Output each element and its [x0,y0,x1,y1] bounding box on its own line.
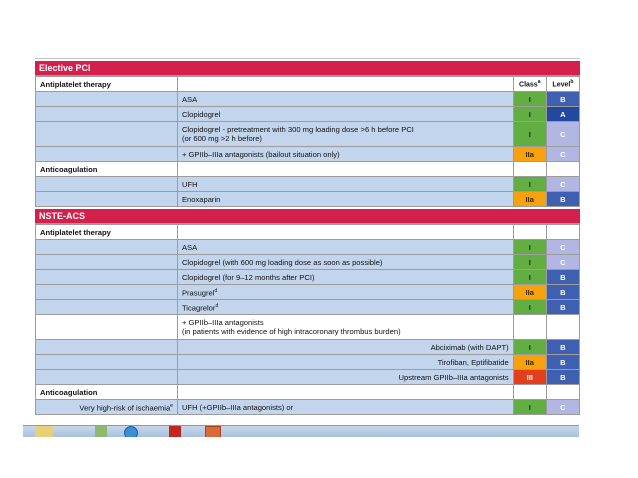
gp-antagonists-note: + GPIIb–IIIa antagonists (in patients with evidence of high intracoronary thrombus burden) [177,315,513,340]
level-badge: B [546,270,579,285]
class-badge: I [513,340,546,355]
folder-icon[interactable] [35,426,53,437]
drug-name: Ticagrelor$^d$ [177,300,513,315]
level-badge: B [546,340,579,355]
level-badge: C [546,400,579,415]
class-badge: IIa [513,355,546,370]
drug-name: Abciximab (with DAPT) [177,340,513,355]
level-badge: A [546,107,579,122]
class-badge: I [513,107,546,122]
nste-acs-table [35,224,580,415]
class-badge: I [513,300,546,315]
top-rule [35,45,580,59]
level-badge: C [546,240,579,255]
table-row [36,107,580,122]
drug-name: Clopidogrel (for 9–12 months after PCI) [177,270,513,285]
table-row [36,285,580,300]
class-badge: IIa [513,147,546,162]
table-row [36,315,580,340]
table-row [36,270,580,285]
table-row [36,240,580,255]
table-row [36,355,580,370]
class-badge: I [513,270,546,285]
subsection-row [36,225,580,240]
class-badge: IIa [513,192,546,207]
section-header-nste-acs: NSTE-ACS [35,209,580,224]
table-row [36,370,580,385]
class-badge: IIa [513,285,546,300]
subsection-row [36,162,580,177]
level-badge: C [546,177,579,192]
drug-name: ASA [177,240,513,255]
drug-name: Clopidogrel (with 600 mg loading dose as soon as possible) [177,255,513,270]
table-row [36,300,580,315]
pdf-icon[interactable] [169,426,181,437]
drug-name: Enoxaparin [177,192,513,207]
table-row [36,147,580,162]
table-row [36,92,580,107]
level-badge: C [546,147,579,162]
level-badge: B [546,285,579,300]
drug-name: Upstream GPIIb–IIIa antagonists [177,370,513,385]
level-column-header: Level$^b$ [546,77,579,92]
table-row [36,192,580,207]
class-badge: I [513,255,546,270]
table-row [36,177,580,192]
class-badge: III [513,370,546,385]
class-badge: I [513,177,546,192]
table-row [36,340,580,355]
risk-label: Very high-risk of ischaemia$^e$ [36,400,178,415]
class-badge: I [513,92,546,107]
subsection-row [36,385,580,400]
drug-name: UFH [177,177,513,192]
browser-icon[interactable] [121,426,139,437]
anticoagulation-label: Anticoagulation [36,385,178,400]
class-badge: I [513,400,546,415]
table-header-row [36,77,580,92]
presentation-icon[interactable] [205,426,221,437]
drug-name: Clopidogrel - pretreatment with 300 mg loading dose >6 h before PCI (or 600 mg >2 h before) [177,122,513,147]
taskbar [23,425,579,437]
class-badge: I [513,122,546,147]
drug-name: + GPIIb–IIIa antagonists (bailout situation only) [177,147,513,162]
guidelines-table-page [35,45,580,415]
drug-name: ASA [177,92,513,107]
drug-name: Clopidogrel [177,107,513,122]
class-column-header: Class$^a$ [513,77,546,92]
level-badge: B [546,92,579,107]
antiplatelet-therapy-label: Antiplatelet therapy [36,225,178,240]
level-badge: B [546,370,579,385]
section-header-elective-pci: Elective PCI [35,61,580,76]
level-badge: B [546,192,579,207]
antiplatelet-therapy-label: Antiplatelet therapy [36,77,178,92]
drug-name: Prasugrel$^d$ [177,285,513,300]
level-badge: B [546,355,579,370]
drug-name: UFH (+GPIIb–IIIa antagonists) or [177,400,513,415]
spreadsheet-icon[interactable] [95,426,107,437]
elective-pci-table [35,76,580,207]
anticoagulation-label: Anticoagulation [36,162,178,177]
drug-name: Tirofiban, Eptifibatide [177,355,513,370]
level-badge: C [546,255,579,270]
class-badge: I [513,240,546,255]
table-row [36,400,580,415]
level-badge: B [546,300,579,315]
table-row [36,255,580,270]
level-badge: C [546,122,579,147]
table-row [36,122,580,147]
